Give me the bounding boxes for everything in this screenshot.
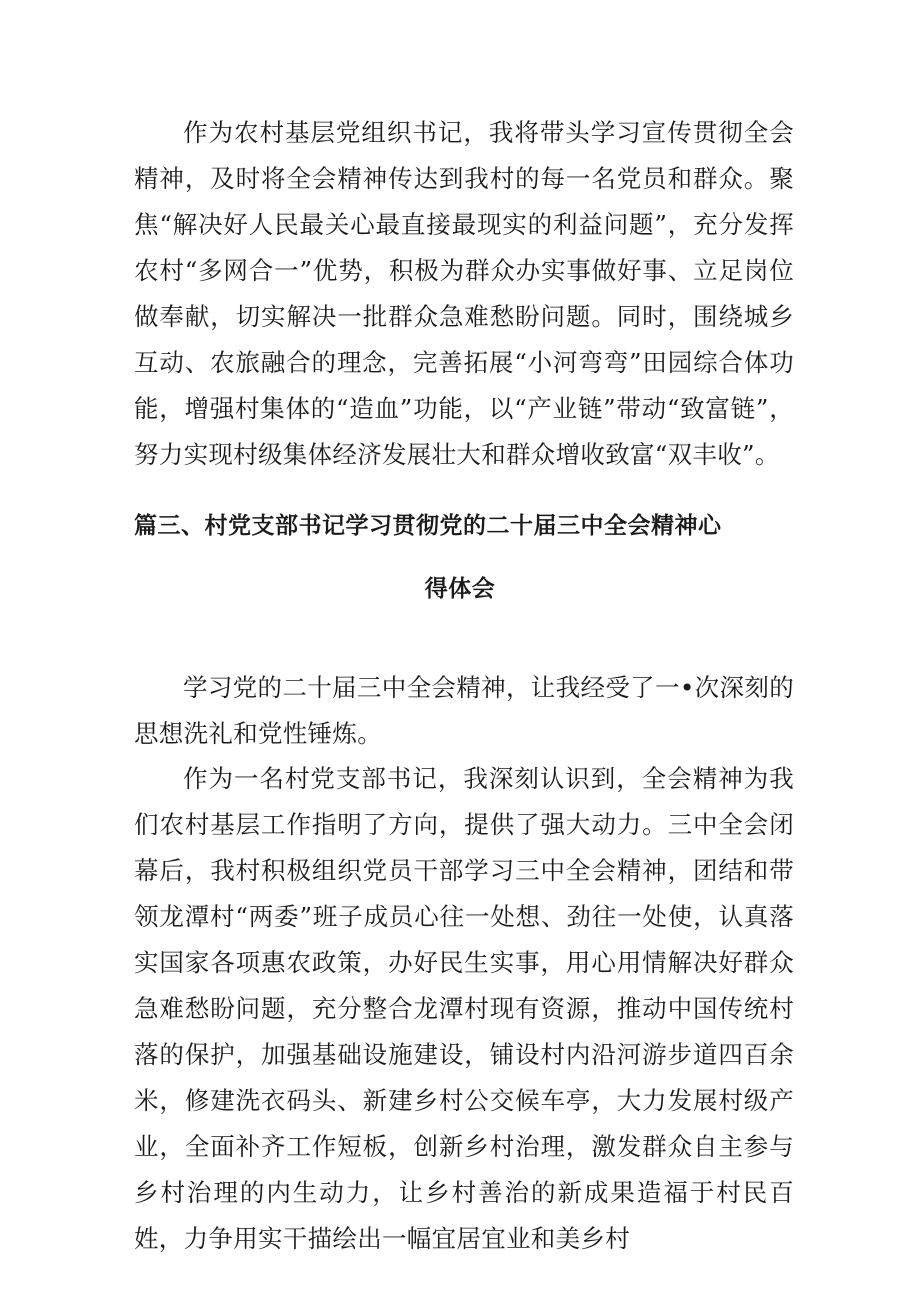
body-paragraph-2: 学习党的二十届三中全会精神，让我经受了一•次深刻的思想洗礼和党性锤炼。 — [134, 673, 794, 748]
body-paragraph-1: 作为农村基层党组织书记，我将带头学习宣传贯彻全会精神，及时将全会精神传达到我村的每一名党员和群众。聚焦“解决好人民最关心最直接最现实的利益问题”，充分发挥农村“多网合一”优势，积极为群众办实事做好事、立足岗位做奉献，切实解决一批群众急难愁盼问题。同时，围绕城乡互动、农旅融合的理念，完善拓展“小河弯弯”田园综合体功能，增强村集体的“造血”功能，以“产业链”带动“致富链”，努力实现村级集体经济发展壮大和群众增收致富“双丰收”。 — [134, 118, 794, 469]
body-paragraph-3: 作为一名村党支部书记，我深刻认识到，全会精神为我们农村基层工作指明了方向，提供了强大动力。三中全会闭幕后，我村积极组织党员干部学习三中全会精神，团结和带领龙潭村“两委”班子成员心往一处想、劲往一处使，认真落实国家各项惠农政策，办好民生实事，用心用情解决好群众急难愁盼问题，充分整合龙潭村现有资源，推动中国传统村落的保护，加强基础设施建设，铺设村内沿河游步道四百余米，修建洗衣码头、新建乡村公交候车亭，大力发展村级产业，全面补齐工作短板，创新乡村治理，激发群众自主参与乡村治理的内生动力，让乡村善治的新成果造福于村民百姓，力争用实干描绘出一幅宜居宜业和美乡村 — [134, 764, 794, 1253]
section-heading-line-1: 篇三、村党支部书记学习贯彻党的二十届三中全会精神心 — [134, 513, 722, 539]
section-heading-line-2: 得体会 — [424, 576, 496, 602]
